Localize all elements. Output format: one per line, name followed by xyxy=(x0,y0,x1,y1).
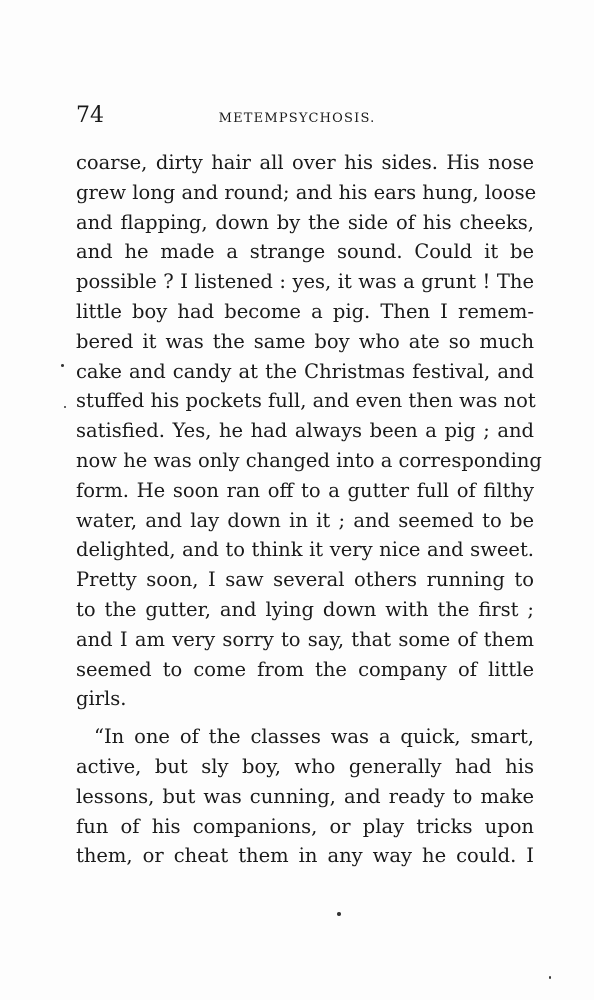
text-line: them, or cheat them in any way he could. I xyxy=(76,844,534,868)
text-line: delighted, and to think it very nice and sweet. xyxy=(76,538,534,562)
paragraph-2 xyxy=(76,722,534,871)
text-line: and flapping, down by the side of his cheeks, xyxy=(76,210,534,234)
paragraph-1 xyxy=(76,148,542,714)
text-line: and he made a strange sound. Could it be xyxy=(76,240,534,264)
paragraph-gap xyxy=(76,714,534,722)
text-line: cake and candy at the Christmas festival, and xyxy=(76,359,534,383)
text-line: possible ? I listened : yes, it was a grunt ! The xyxy=(76,270,534,294)
text-line: active, but sly boy, who generally had his xyxy=(76,754,534,778)
text-line: water, and lay down in it ; and seemed to be xyxy=(76,508,534,532)
ink-speck xyxy=(61,364,64,367)
text-line: now he was only changed into a corresponding xyxy=(76,448,542,472)
text-line: and I am very sorry to say, that some of them xyxy=(76,627,534,651)
text-line: to the gutter, and lying down with the first ; xyxy=(76,597,534,621)
text-line: girls. xyxy=(76,687,127,711)
ink-speck xyxy=(549,976,551,979)
text-line: fun of his companions, or play tricks upon xyxy=(76,814,534,838)
text-line: grew long and round; and his ears hung, loose xyxy=(76,180,537,204)
text-line: lessons, but was cunning, and ready to make xyxy=(76,784,534,808)
text-line: coarse, dirty hair all over his sides. His nose xyxy=(76,151,534,174)
text-line: Pretty soon, I saw several others running to xyxy=(76,568,534,592)
text-line: stuffed his pockets full, and even then was not xyxy=(76,389,536,413)
body-text xyxy=(76,148,542,871)
text-line: satisfied. Yes, he had always been a pig ; and xyxy=(76,419,534,443)
running-head: METEMPSYCHOSIS. xyxy=(218,111,376,126)
text-line: little boy had become a pig. Then I remem- xyxy=(76,299,534,323)
text-line: form. He soon ran off to a gutter full of filthy xyxy=(76,478,534,502)
text-line: seemed to come from the company of little xyxy=(76,657,534,681)
text-line: bered it was the same boy who ate so much xyxy=(76,329,534,353)
ink-speck xyxy=(64,406,66,408)
page-number: 74 xyxy=(76,103,104,128)
ink-speck xyxy=(337,912,341,916)
text-line: “In one of the classes was a quick, smart, xyxy=(94,725,534,749)
